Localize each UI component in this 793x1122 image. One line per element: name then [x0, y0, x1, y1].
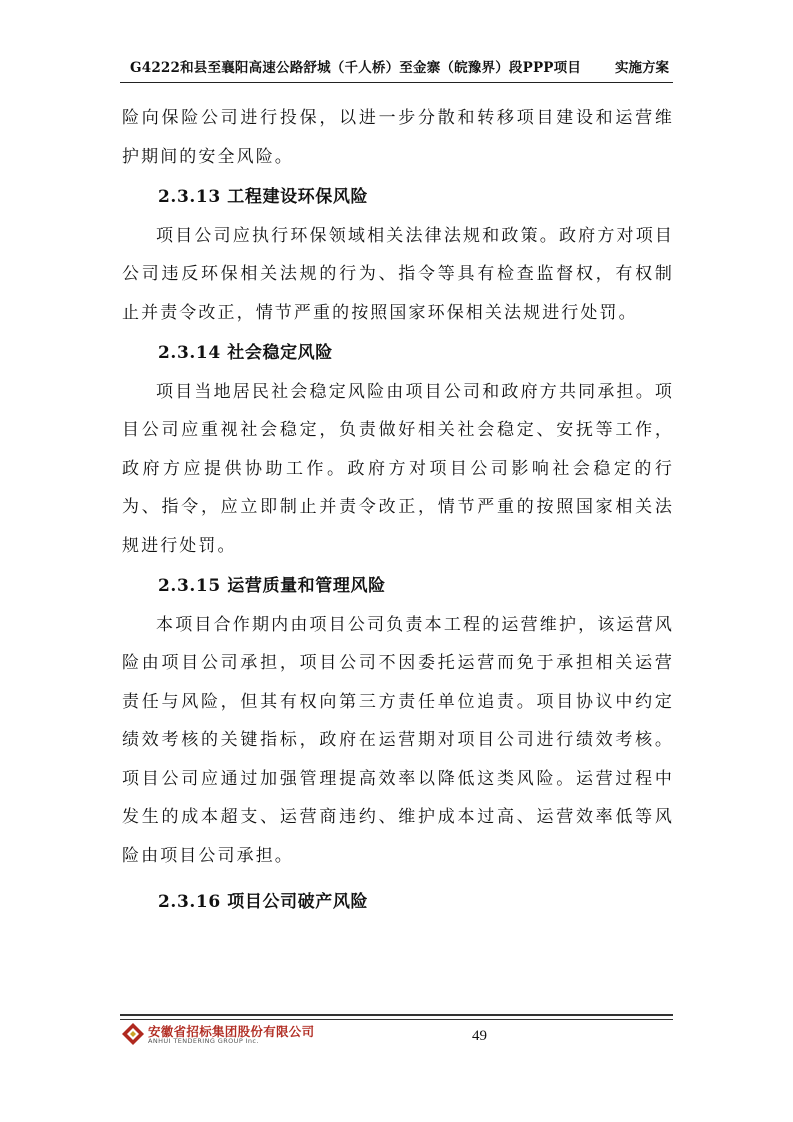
header-divider: [120, 82, 673, 83]
company-logo-icon: [121, 1022, 145, 1046]
section-heading: 2.3.15 运营质量和管理风险: [158, 576, 386, 596]
company-logo: [121, 1022, 331, 1048]
paragraph: 项目公司应执行环保领域相关法律法规和政策。政府方对项目公司违反环保相关法规的行为、指令等具有检查监督权，有权制止并责令改正，情节严重的按照国家环保相关法规进行处罚。: [122, 225, 674, 323]
footer-divider: [120, 1014, 673, 1016]
page-number: 49: [472, 1028, 487, 1044]
company-name-en: ANHUI TENDERING GROUP Inc.: [148, 1037, 259, 1045]
footer-divider-thin: [120, 1019, 673, 1020]
document-body: [122, 99, 674, 922]
section-heading: 2.3.16 项目公司破产风险: [158, 892, 369, 912]
paragraph: 本项目合作期内由项目公司负责本工程的运营维护，该运营风险由项目公司承担，项目公司不因委托运营而免于承担相关运营责任与风险，但其有权向第三方责任单位追责。项目协议中约定绩效考核的关键指标，政府在运营期对项目公司进行绩效考核。项目公司应通过加强管理提高效率以降低这类风险。运营过程中发生的成本超支、运营商违约、维护成本过高、运营效率低等风险由项目公司承担。: [122, 614, 674, 866]
header-tag: 实施方案: [615, 60, 669, 76]
section-heading: 2.3.13 工程建设环保风险: [158, 187, 369, 207]
company-name-cn: 安徽省招标集团股份有限公司: [148, 1024, 315, 1039]
paragraph: 项目当地居民社会稳定风险由项目公司和政府方共同承担。项目公司应重视社会稳定，负责做好相关社会稳定、安抚等工作，政府方应提供协助工作。政府方对项目公司影响社会稳定的行为、指令，应立即制止并责令改正，情节严重的按照国家相关法规进行处罚。: [122, 381, 674, 556]
page-header: [120, 52, 673, 80]
paragraph: 险向保险公司进行投保，以进一步分散和转移项目建设和运营维护期间的安全风险。: [122, 108, 674, 167]
section-heading: 2.3.14 社会稳定风险: [158, 343, 333, 363]
header-title: G4222和县至襄阳高速公路舒城（千人桥）至金寨（皖豫界）段PPP项目: [130, 60, 582, 76]
